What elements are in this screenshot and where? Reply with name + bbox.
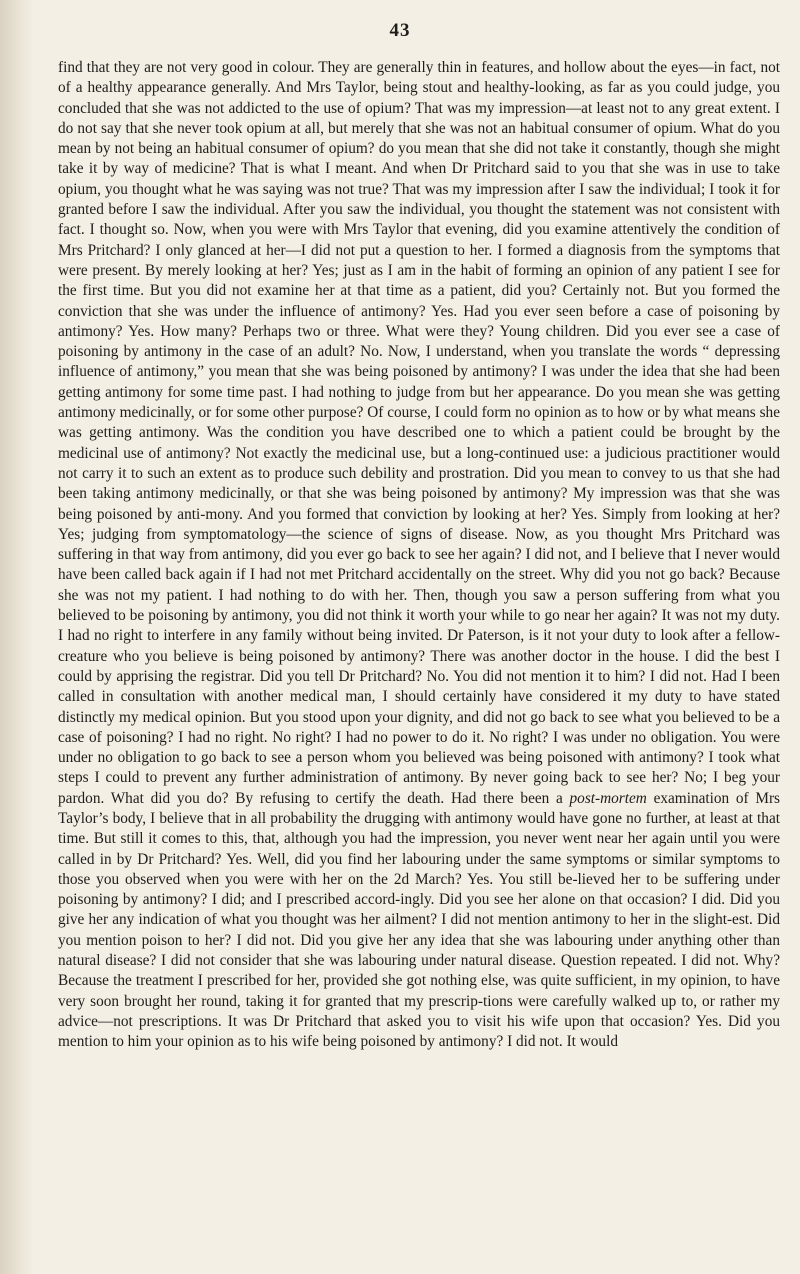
body-text-part-2: examination of Mrs Taylor’s body, I believe that in all probability the drugging with antimony would have gone no further, at least at that time. But still it comes to this, that, although you had the impression, you never went near her again until you were called in by Dr Pritchard? Yes. Well, did you find her labouring under the same symptoms or similar symptoms to those you observed when you were with her on the 2d March? Yes. You still be-lieved her to be suffering under poisoning by antimony? I did; and I prescribed accord-ingly. Did you see her alone on that occasion? I did. Did you give her any indication of what you thought was her ailment? I did not mention antimony to her in the slight-est. Did you mention poison to her? I did not. Did you give her any idea that she was labouring under anything other than natural disease? I did not consider that she was labouring under natural disease. Question repeated. I did not. Why? Because the treatment I prescribed for her, provided she got nothing else, was quite sufficient, in my opinion, to have very soon brought her round, taking it for granted that my prescrip-tions were carefully walked up to, or rather my advice—not prescriptions. It was Dr Pritchard that asked you to visit his wife upon that occasion? Yes. Did you mention to him your opinion as to his wife being poisoned by antimony? I did not. It would [58,789,780,1051]
body-paragraph [58,58,780,1053]
page-edge [0,0,34,1274]
italic-term: post-mortem [569,789,647,807]
body-text [58,58,780,1053]
body-text-part-1: find that they are not very good in colour. They are generally thin in features, and hollow about the eyes—in fact, not of a healthy appearance generally. And Mrs Taylor, being stout and healthy-looking, as far as you could judge, you concluded that she was not addicted to the use of opium? That was my impression—at least not to any great extent. I do not say that she never took opium at all, but merely that she was not an habitual consumer of opium. What do you mean by not being an habitual consumer of opium? do you mean that she did not take it constantly, though she might take it by way of medicine? That is what I meant. And when Dr Pritchard said to you that she was in use to take opium, you thought what he was saying was not true? That was my impression after I saw the individual; I took it for granted before I saw the individual. After you saw the individual, you thought the statement was not consistent with fact. I thought so. Now, when you were with Mrs Taylor that evening, did you examine attentively the condition of Mrs Pritchard? I only glanced at her—I did not put a question to her. I formed a diagnosis from the symptoms that were present. By merely looking at her? Yes; just as I am in the habit of forming an opinion of any patient I see for the first time. But you did not examine her at that time as a patient, did you? Certainly not. But you formed the conviction that she was under the influence of antimony? Yes. Had you ever seen before a case of poisoning by antimony? Yes. How many? Perhaps two or three. What were they? Young children. Did you ever see a case of poisoning by antimony in the case of an adult? No. Now, I understand, when you translate the words “ depressing influence of antimony,” you mean that she was being poisoned by antimony? I was under the idea that she had been getting antimony for some time past. I had nothing to judge from but her appearance. Do you mean she was getting antimony medicinally, or for some other purpose? Of course, I could form no opinion as to how or by what means she was getting antimony. Was the condition you have described one to which a patient could be brought by the medicinal use of antimony? Not exactly the medicinal use, but a long-continued use: a judicious practitioner would not carry it to such an extent as to produce such debility and prostration. Did you mean to convey to us that she had been taking antimony medicinally, or that she was being poisoned by antimony? My impression was that she was being poisoned by anti-mony. And you formed that conviction by looking at her? Yes. Simply from looking at her? Yes; judging from symptomatology—the science of signs of disease. Now, as you thought Mrs Pritchard was suffering in that way from antimony, did you ever go back to see her again? I did not, and I believe that I never would have been called back again if I had not met Pritchard accidentally on the street. Why did you not go back? Because she was not my patient. I had nothing to do with her. Then, though you saw a person suffering from what you believed to be poisoning by antimony, you did not think it worth your while to go near her again? It was not my duty. I had no right to interfere in any family without being invited. Dr Paterson, is it not your duty to look after a fellow-creature who you believe is being poisoned by antimony? There was another doctor in the house. I did the best I could by apprising the registrar. Did you tell Dr Pritchard? No. You did not mention it to him? I did not. Had I been called in consultation with another medical man, I should certainly have considered it my duty to have stated distinctly my medical opinion. But you stood upon your dignity, and did not go back to see what you believed to be a case of poisoning? I had no right. No right? I had no power to do it. No right? I was under no obligation. You were under no obligation to go back to see a person whom you believed was being poisoned with antimony? I took what steps I could to prevent any further administration of antimony. By never going back to see her? No; I beg your pardon. What did you do? By refusing to certify the death. Had there been a [58,59,780,807]
page-number: 43 [389,20,411,41]
